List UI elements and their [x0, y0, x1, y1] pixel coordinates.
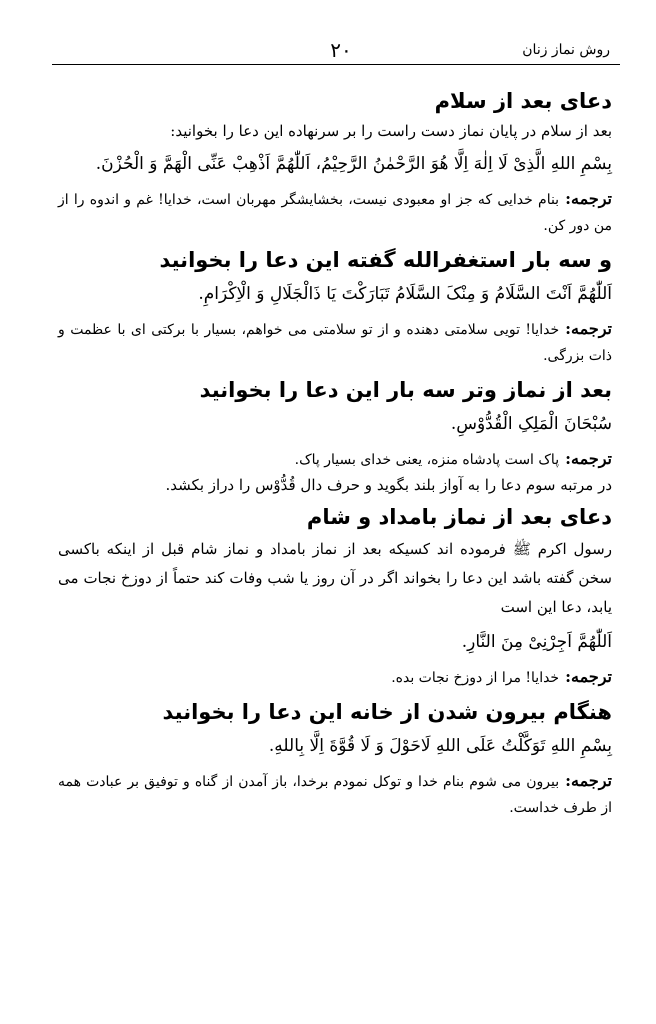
- translation-paragraph: [58, 446, 612, 473]
- translation-label: ترجمه:: [565, 319, 612, 338]
- section-body: رسول اکرم ﷺ فرموده اند کسیکه بعد از نماز بامداد و نماز شام قبل از اینکه باکسی سخن گفته باشد این دعا را بخواند اگر در آن روز یا شب وفات کند حتماً از دوزخ نجات می یابد، دعا این است: [58, 540, 612, 616]
- translation-paragraph: [58, 316, 612, 369]
- translation-text: خدایا! تویی سلامتی دهنده و از تو سلامتی می خواهم، بسیار با برکتی ای با عظمت و ذات بزرگی.: [58, 322, 612, 364]
- arabic-prayer: اَللّٰهُمَّ اَنْتَ السَّلَامُ وَ مِنْکَ السَّلَامُ تَبَارَکْتَ یَا ذَالْجَلَالِ وَ الْاِکْرَامِ.: [198, 284, 612, 304]
- arabic-prayer: سُبْحَانَ الْمَلِکِ الْقُدُّوْسِ.: [450, 414, 612, 434]
- arabic-prayer: بِسْمِ اللهِ تَوَکَّلْتُ عَلَی اللهِ لَاحَوْلَ وَ لَا قُوَّةَ اِلَّا بِاللهِ.: [268, 736, 612, 756]
- section-heading: هنگام بیرون شدن از خانه این دعا را بخوانید: [162, 700, 612, 724]
- section-heading: دعای بعد از نماز بامداد و شام: [306, 505, 612, 529]
- translation-text: پاک است پادشاه منزه، یعنی خدای بسیار پاک.: [294, 452, 560, 468]
- translation-label: ترجمه:: [565, 771, 612, 790]
- translation-paragraph: [58, 186, 612, 239]
- arabic-prayer: بِسْمِ اللهِ الَّذِیْ لَا اِلٰهَ اِلَّا هُوَ الرَّحْمٰنُ الرَّحِیْمُ، اَللّٰهُمَّ اَذْهِبْ عَنِّی الْهَمَّ وَ الْحُزْنَ.: [95, 154, 612, 174]
- translation-paragraph: [58, 768, 612, 821]
- translation-label: ترجمه:: [565, 189, 612, 208]
- section-heading: دعای بعد از سلام: [434, 89, 612, 113]
- section-note: در مرتبه سوم دعا را به آواز بلند بگوید و حرف دال قُدُّوْس را دراز بکشد.: [165, 476, 612, 494]
- translation-text: بنام خدایی که جز او معبودی نیست، بخشایشگر مهربان است، خدایا! غم و اندوه را از من دور کن.: [58, 192, 612, 234]
- translation-label: ترجمه:: [565, 667, 612, 686]
- running-title: روش نماز زنان: [522, 42, 610, 58]
- translation-text: بیرون می شوم بنام خدا و توکل نمودم برخدا، باز آمدن از گناه و توفیق بر عبادت همه از طرف خداست.: [58, 774, 612, 816]
- translation-text: خدایا! مرا از دوزخ نجات بده.: [391, 670, 560, 686]
- translation-paragraph: [58, 664, 612, 691]
- section-instruction: بعد از سلام در پایان نماز دست راست را بر سرنهاده این دعا را بخوانید:: [170, 122, 612, 140]
- section-heading: بعد از نماز وتر سه بار این دعا را بخوانید: [199, 378, 612, 402]
- header-rule: [52, 64, 620, 65]
- section-heading: و سه بار استغفرالله گفته این دعا را بخوانید: [159, 248, 612, 272]
- translation-label: ترجمه:: [565, 449, 612, 468]
- arabic-prayer: اَللّٰهُمَّ اَجِرْنِیْ مِنَ النَّارِ.: [461, 632, 612, 652]
- page-header: [52, 32, 620, 66]
- page-body: [58, 84, 612, 827]
- page-number: ۲۰: [330, 38, 352, 62]
